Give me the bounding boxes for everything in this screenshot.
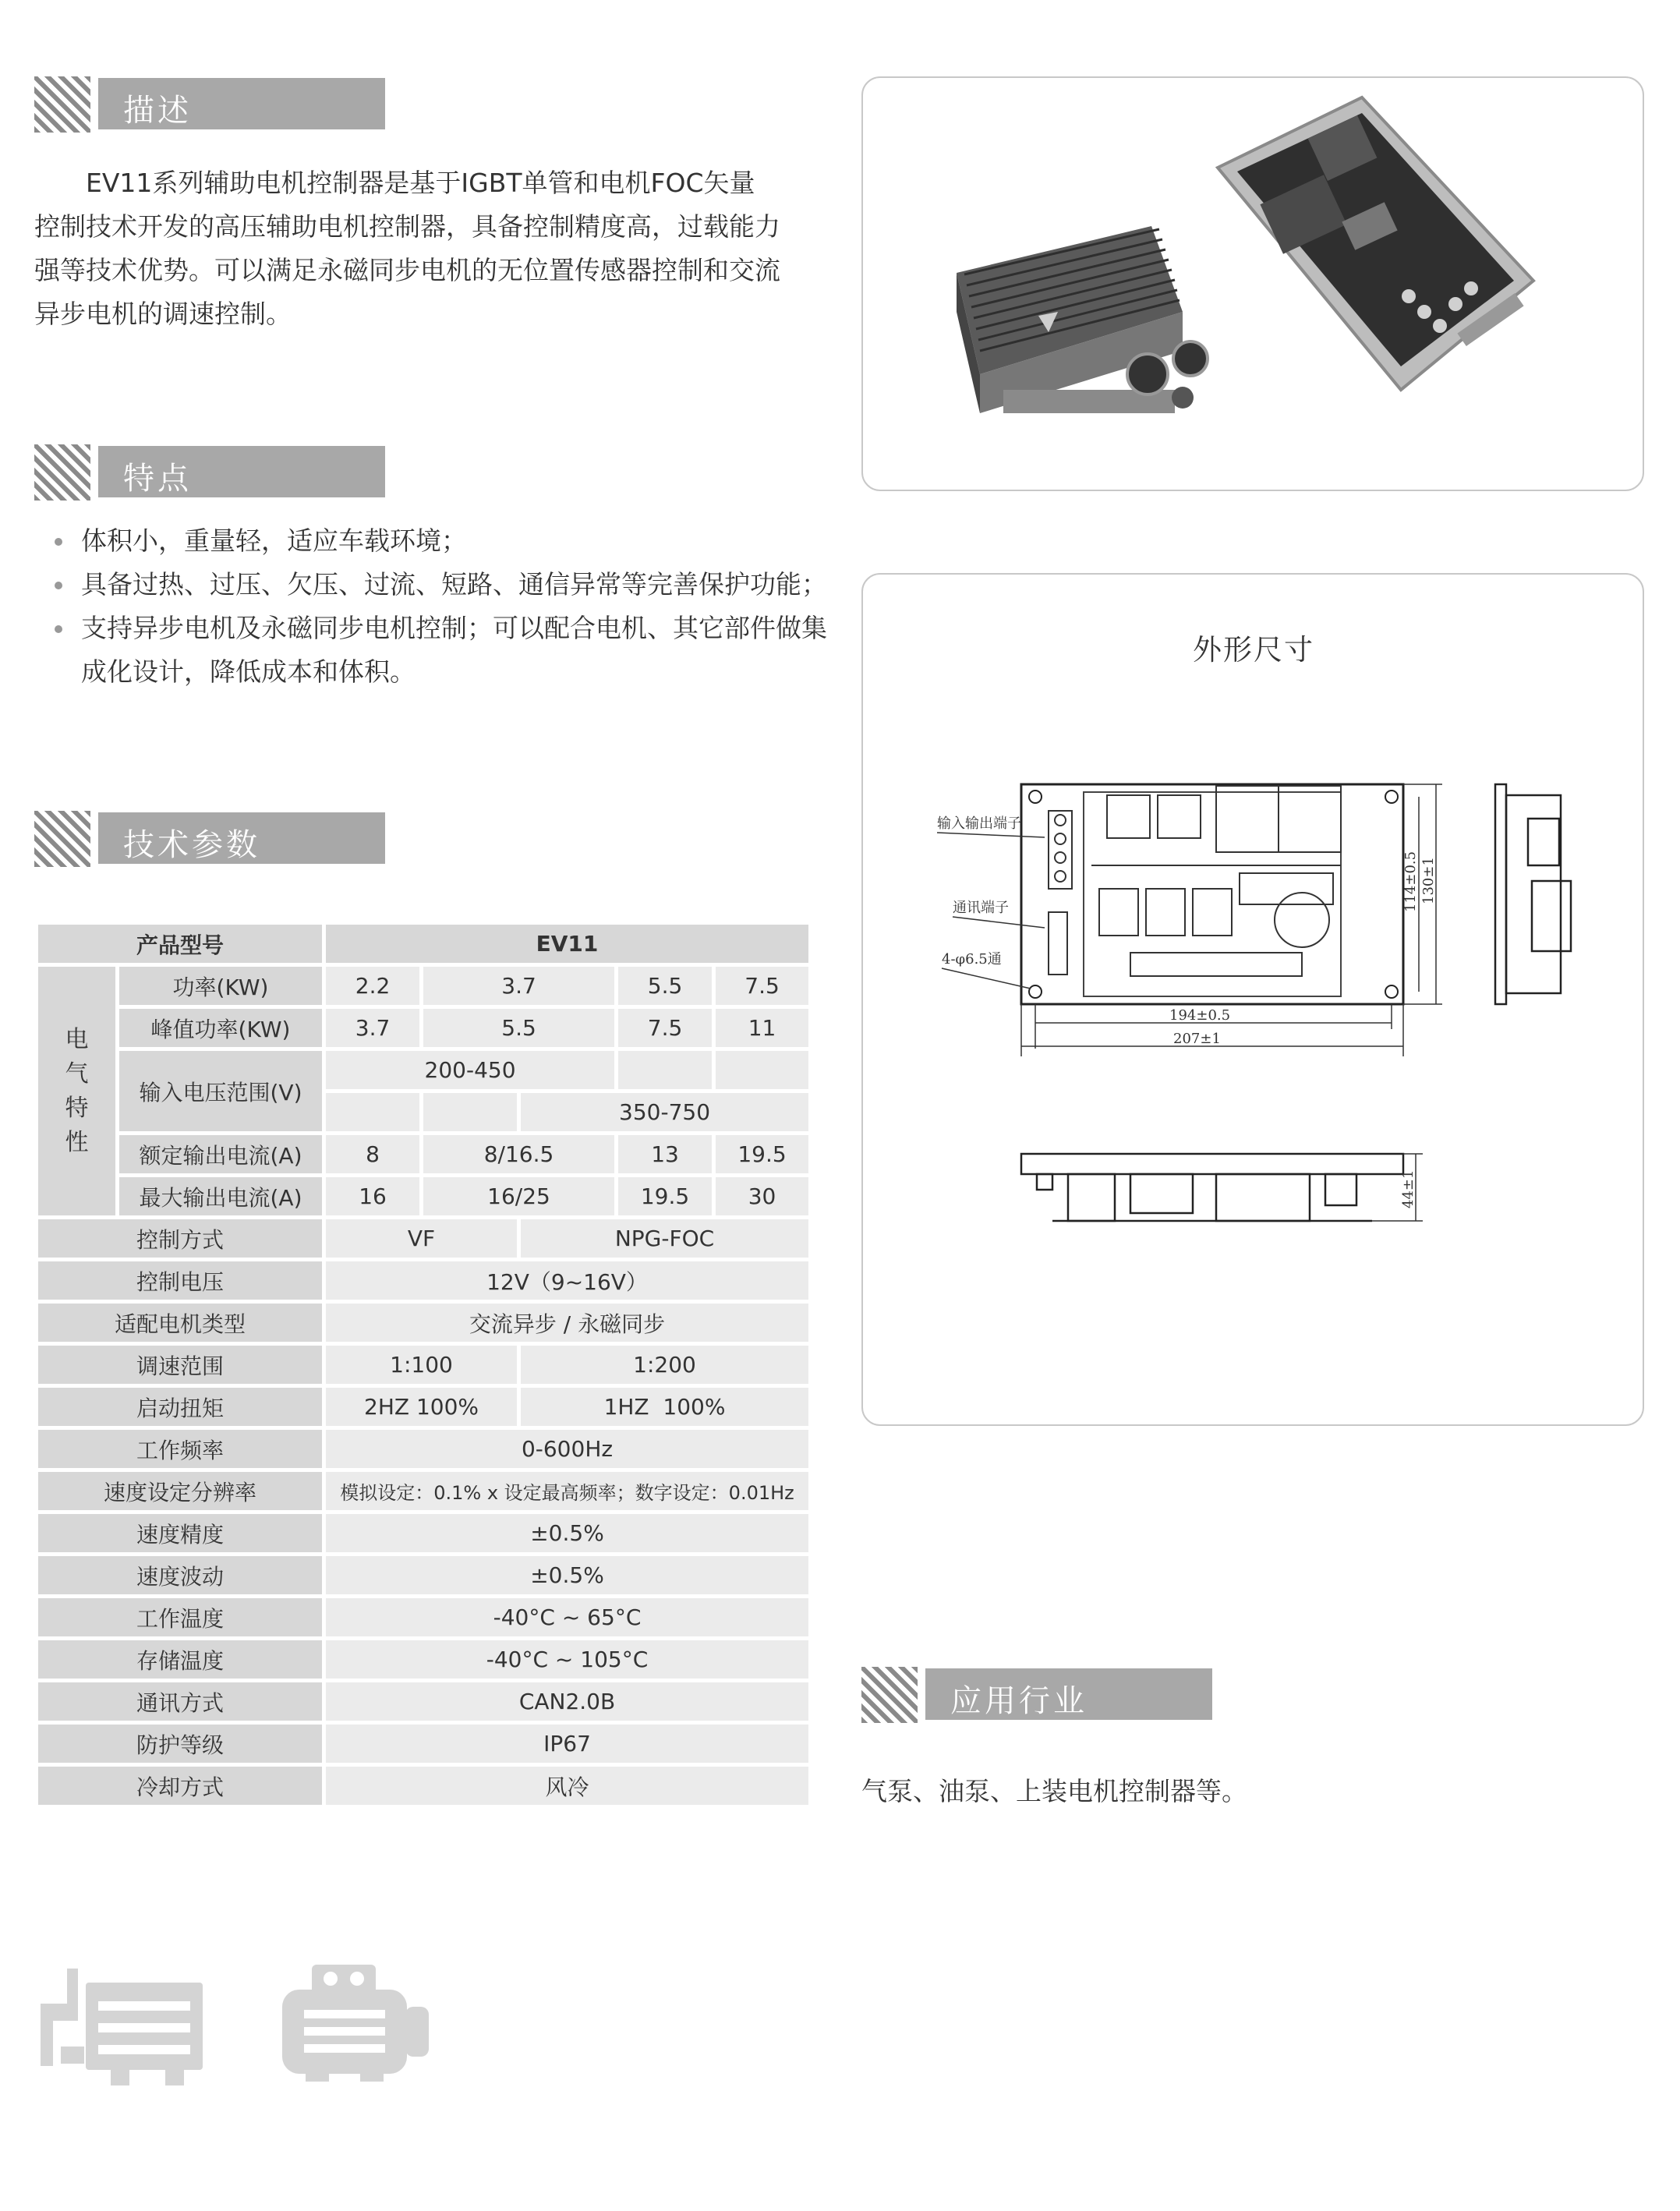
stripes-decoration bbox=[861, 1667, 918, 1723]
table-row bbox=[38, 1219, 808, 1258]
table-cell: 350-750 bbox=[521, 1093, 808, 1131]
table-row bbox=[38, 1472, 808, 1510]
speed-range-label: 调速范围 bbox=[38, 1346, 322, 1384]
section-header-application bbox=[861, 1667, 1220, 1723]
table-cell bbox=[423, 1093, 517, 1131]
section-title-description: 描述 bbox=[123, 93, 192, 129]
table-row bbox=[38, 1767, 808, 1805]
product-photo-panel bbox=[861, 76, 1644, 491]
table-cell: 200-450 bbox=[326, 1051, 614, 1089]
dim-height-outer: 130±1 bbox=[1420, 857, 1437, 904]
resolution-label: 速度设定分辨率 bbox=[38, 1472, 322, 1510]
table-cell: 30 bbox=[716, 1177, 808, 1215]
section-title-tech-params: 技术参数 bbox=[123, 827, 260, 863]
table-row bbox=[38, 1598, 808, 1636]
protection-label: 防护等级 bbox=[38, 1725, 322, 1763]
table-row bbox=[38, 1346, 808, 1384]
table-cell: 8/16.5 bbox=[423, 1135, 614, 1173]
stripes-decoration bbox=[34, 811, 90, 867]
section-title-features: 特点 bbox=[123, 461, 192, 497]
group-label-electrical: 电气特性 bbox=[38, 967, 115, 1215]
work-temp-label: 工作温度 bbox=[38, 1598, 322, 1636]
drawing-title: 外形尺寸 bbox=[1193, 633, 1314, 667]
model-label: 产品型号 bbox=[38, 925, 322, 963]
table-cell: 0-600Hz bbox=[326, 1430, 808, 1468]
comm-label: 通讯方式 bbox=[38, 1682, 322, 1721]
speed-accuracy-label: 速度精度 bbox=[38, 1514, 322, 1552]
table-cell: 7.5 bbox=[716, 967, 808, 1005]
table-cell: 19.5 bbox=[618, 1177, 712, 1215]
stripes-decoration bbox=[34, 76, 90, 133]
table-cell: 1:100 bbox=[326, 1346, 517, 1384]
table-cell: 2HZ 100% bbox=[326, 1388, 517, 1426]
peak-label: 峰值功率(KW) bbox=[119, 1009, 322, 1047]
max-label: 最大输出电流(A) bbox=[119, 1177, 322, 1215]
table-cell bbox=[716, 1051, 808, 1089]
table-row bbox=[38, 967, 808, 1005]
section-title-application: 应用行业 bbox=[950, 1683, 1088, 1719]
section-header-tech-params bbox=[34, 811, 393, 867]
product-photo bbox=[863, 78, 1643, 490]
dimension-drawing bbox=[935, 772, 1606, 1255]
table-row bbox=[38, 1177, 808, 1215]
table-row bbox=[38, 1514, 808, 1552]
table-cell: 5.5 bbox=[423, 1009, 614, 1047]
dim-thickness: 44±1 bbox=[1400, 1169, 1417, 1208]
start-torque-label: 启动扭矩 bbox=[38, 1388, 322, 1426]
feature-item: 具备过热、过压、欠压、过流、短路、通信异常等完善保护功能； bbox=[34, 563, 829, 607]
dim-width-inner: 194±0.5 bbox=[1169, 1007, 1231, 1024]
section-header-features bbox=[34, 444, 393, 501]
label-io-terminal: 输入输出端子 bbox=[937, 815, 1021, 832]
table-row bbox=[38, 925, 808, 963]
table-cell: 13 bbox=[618, 1135, 712, 1173]
description-paragraph bbox=[34, 161, 829, 336]
features-list bbox=[34, 519, 829, 694]
table-row bbox=[38, 1009, 808, 1047]
rated-label: 额定输出电流(A) bbox=[119, 1135, 322, 1173]
table-cell bbox=[618, 1051, 712, 1089]
label-holes: 4-φ6.5通 bbox=[942, 951, 1002, 968]
table-cell: -40°C ~ 105°C bbox=[326, 1640, 808, 1679]
description-line: EV11系列辅助电机控制器是基于IGBT单管和电机FOC矢量 bbox=[86, 168, 755, 198]
dim-height-inner: 114±0.5 bbox=[1402, 851, 1419, 912]
motor-icon bbox=[282, 1965, 430, 2082]
spec-table bbox=[34, 921, 812, 1809]
table-cell: 模拟设定：0.1% x 设定最高频率；数字设定：0.01Hz bbox=[326, 1472, 808, 1510]
table-cell: 3.7 bbox=[423, 967, 614, 1005]
table-cell: 12V（9~16V） bbox=[326, 1261, 808, 1300]
table-cell: VF bbox=[326, 1219, 517, 1258]
table-cell: 1HZ 100% bbox=[521, 1388, 808, 1426]
store-temp-label: 存储温度 bbox=[38, 1640, 322, 1679]
description-line: 强等技术优势。可以满足永磁同步电机的无位置传感器控制和交流 bbox=[34, 255, 780, 285]
dim-width-outer: 207±1 bbox=[1173, 1031, 1221, 1047]
table-cell: ±0.5% bbox=[326, 1556, 808, 1594]
table-row bbox=[38, 1135, 808, 1173]
table-row bbox=[38, 1388, 808, 1426]
table-row bbox=[38, 1261, 808, 1300]
table-cell: 3.7 bbox=[326, 1009, 419, 1047]
table-cell: 1:200 bbox=[521, 1346, 808, 1384]
feature-item: 体积小，重量轻，适应车载环境； bbox=[34, 519, 829, 563]
table-row bbox=[38, 1304, 808, 1342]
table-cell: -40°C ~ 65°C bbox=[326, 1598, 808, 1636]
speed-fluct-label: 速度波动 bbox=[38, 1556, 322, 1594]
table-cell: 2.2 bbox=[326, 967, 419, 1005]
compressor-icon bbox=[41, 1969, 204, 2085]
feature-item: 支持异步电机及永磁同步电机控制；可以配合电机、其它部件做集成化设计，降低成本和体积。 bbox=[34, 607, 829, 694]
table-cell: 交流异步 / 永磁同步 bbox=[326, 1304, 808, 1342]
power-label: 功率(KW) bbox=[119, 967, 322, 1005]
model-value: EV11 bbox=[326, 925, 808, 963]
table-cell: 风冷 bbox=[326, 1767, 808, 1805]
application-text: 气泵、油泵、上装电机控制器等。 bbox=[861, 1776, 1247, 1806]
input-label: 输入电压范围(V) bbox=[119, 1051, 322, 1131]
table-row bbox=[38, 1430, 808, 1468]
table-cell: 16 bbox=[326, 1177, 419, 1215]
table-cell: 7.5 bbox=[618, 1009, 712, 1047]
table-cell: IP67 bbox=[326, 1725, 808, 1763]
table-cell: NPG-FOC bbox=[521, 1219, 808, 1258]
cooling-label: 冷却方式 bbox=[38, 1767, 322, 1805]
table-row bbox=[38, 1725, 808, 1763]
table-cell: 11 bbox=[716, 1009, 808, 1047]
motor-type-label: 适配电机类型 bbox=[38, 1304, 322, 1342]
table-row bbox=[38, 1556, 808, 1594]
section-header-description bbox=[34, 76, 393, 133]
freq-label: 工作频率 bbox=[38, 1430, 322, 1468]
stripes-decoration bbox=[34, 444, 90, 501]
control-mode-label: 控制方式 bbox=[38, 1219, 322, 1258]
table-cell: ±0.5% bbox=[326, 1514, 808, 1552]
table-cell: CAN2.0B bbox=[326, 1682, 808, 1721]
table-cell: 8 bbox=[326, 1135, 419, 1173]
table-cell bbox=[326, 1093, 419, 1131]
table-cell: 19.5 bbox=[716, 1135, 808, 1173]
table-row bbox=[38, 1051, 808, 1089]
table-row bbox=[38, 1682, 808, 1721]
control-voltage-label: 控制电压 bbox=[38, 1261, 322, 1300]
label-comm-terminal: 通讯端子 bbox=[953, 900, 1009, 916]
description-line: 异步电机的调速控制。 bbox=[34, 299, 292, 329]
table-row bbox=[38, 1640, 808, 1679]
table-cell: 5.5 bbox=[618, 967, 712, 1005]
description-line: 控制技术开发的高压辅助电机控制器，具备控制精度高，过载能力 bbox=[34, 211, 780, 242]
table-cell: 16/25 bbox=[423, 1177, 614, 1215]
